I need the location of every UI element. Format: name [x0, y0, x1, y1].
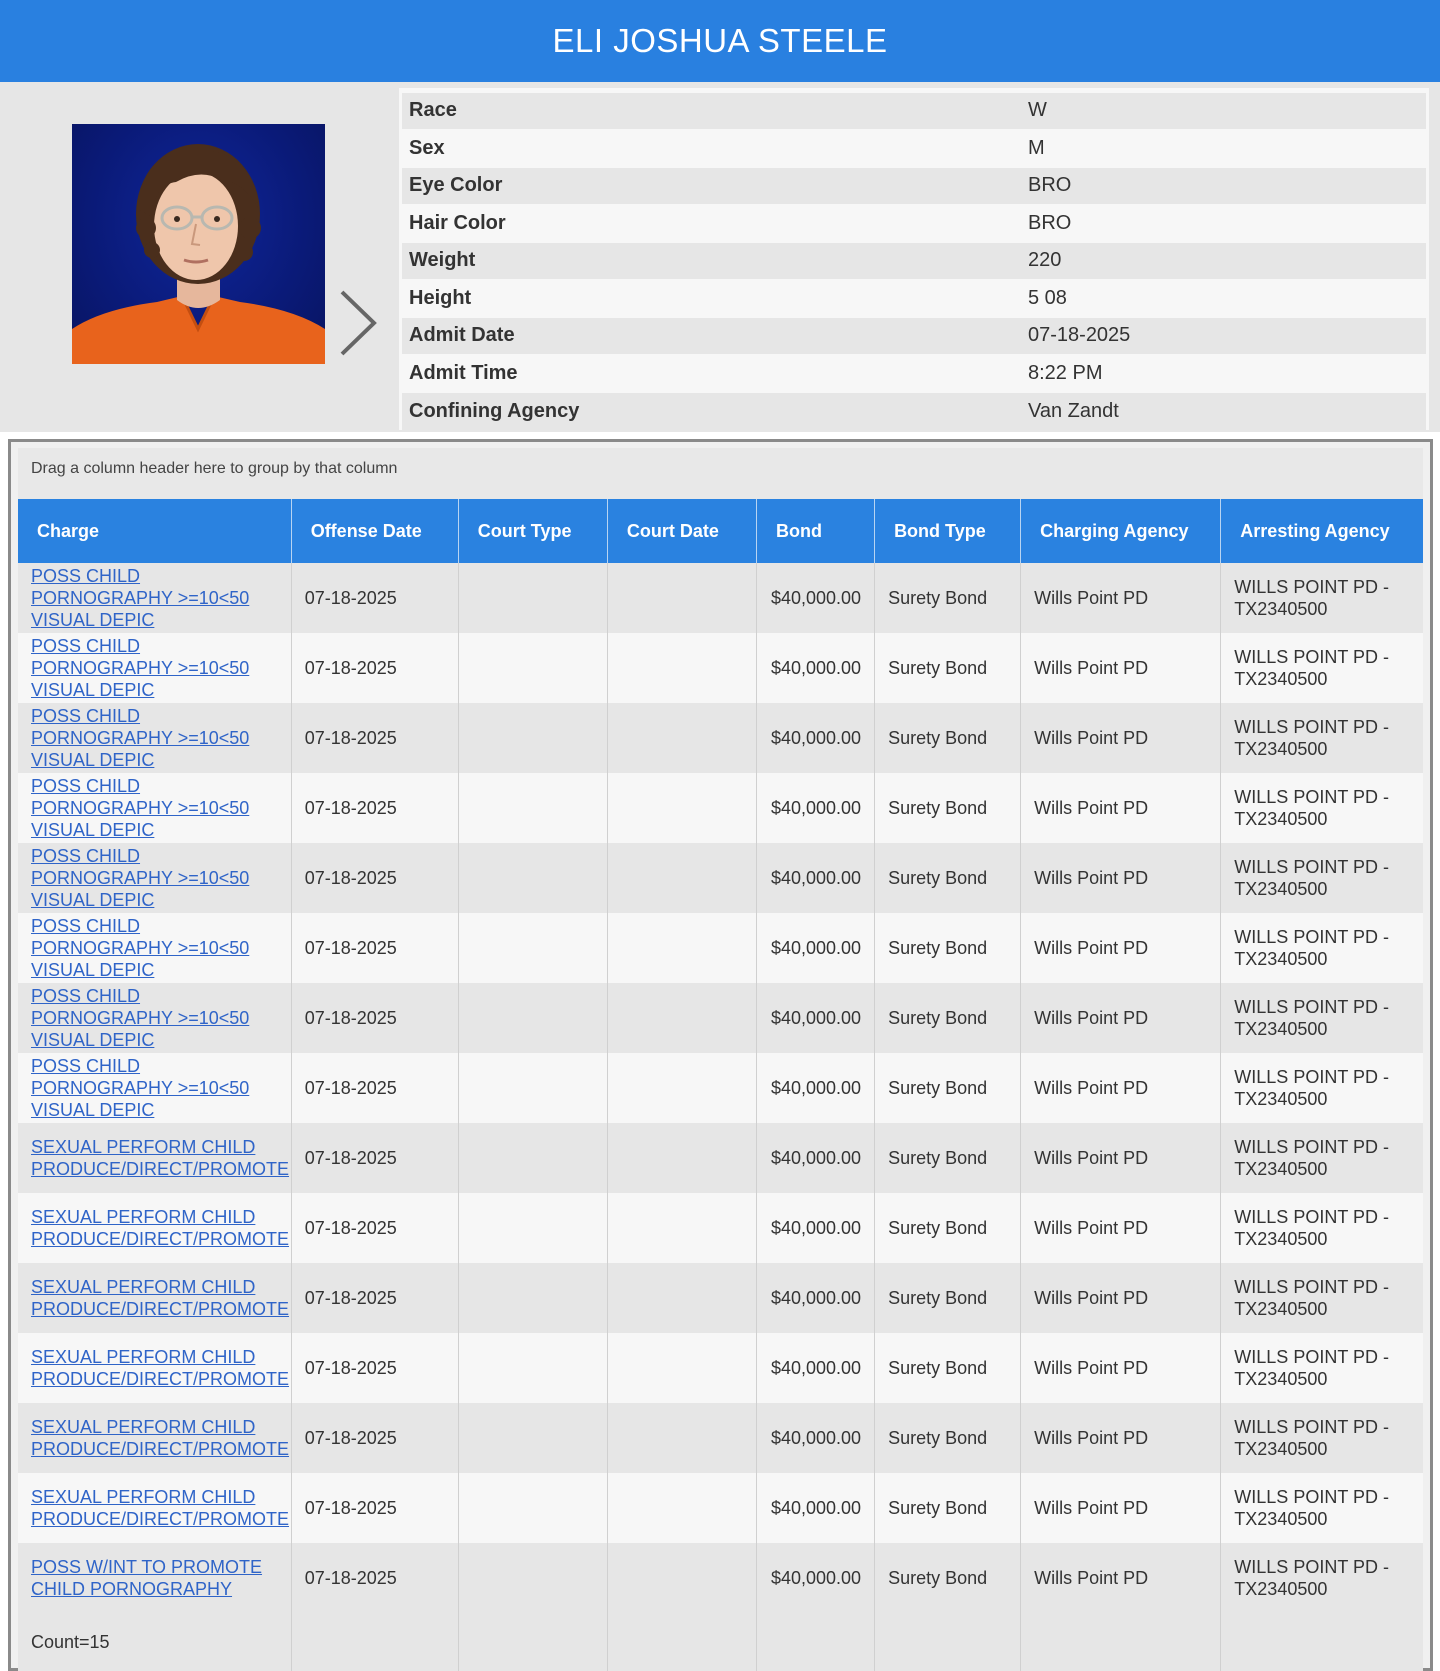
- bond-type-cell: Surety Bond: [875, 563, 1021, 633]
- charging-agency-cell: Wills Point PD: [1021, 1123, 1221, 1193]
- offense-date-cell: 07-18-2025: [291, 1333, 458, 1403]
- court-date-cell: [607, 843, 756, 913]
- inmate-details: [399, 88, 1429, 430]
- arresting-agency-cell: WILLS POINT PD - TX2340500: [1221, 773, 1423, 843]
- bond-type-cell: Surety Bond: [875, 773, 1021, 843]
- charging-agency-cell: Wills Point PD: [1021, 983, 1221, 1053]
- court-date-cell: [607, 563, 756, 633]
- charge-cell: [18, 1333, 291, 1403]
- column-header-arresting-agency[interactable]: Arresting Agency: [1221, 499, 1423, 563]
- bond-cell: $40,000.00: [756, 1333, 874, 1403]
- bond-type-cell: Surety Bond: [875, 1543, 1021, 1613]
- charge-link[interactable]: SEXUAL PERFORM CHILD PRODUCE/DIRECT/PROMOTE: [31, 1487, 290, 1529]
- court-type-cell: [458, 1473, 607, 1543]
- bond-type-cell: Surety Bond: [875, 1193, 1021, 1263]
- header-row: [18, 499, 1423, 563]
- charge-cell: [18, 773, 291, 843]
- court-type-cell: [458, 1263, 607, 1333]
- offense-date-cell: 07-18-2025: [291, 563, 458, 633]
- charging-agency-cell: Wills Point PD: [1021, 1193, 1221, 1263]
- offense-date-cell: 07-18-2025: [291, 633, 458, 703]
- arresting-agency-cell: WILLS POINT PD - TX2340500: [1221, 1473, 1423, 1543]
- bond-cell: $40,000.00: [756, 1543, 874, 1613]
- detail-label: Admit Date: [402, 317, 1021, 355]
- bond-type-cell: Surety Bond: [875, 633, 1021, 703]
- court-type-cell: [458, 633, 607, 703]
- detail-label: Height: [402, 280, 1021, 318]
- arresting-agency-cell: WILLS POINT PD - TX2340500: [1221, 1403, 1423, 1473]
- detail-row-weight: [402, 242, 1426, 280]
- bond-type-cell: Surety Bond: [875, 1263, 1021, 1333]
- table-row: [18, 633, 1423, 703]
- charging-agency-cell: Wills Point PD: [1021, 1543, 1221, 1613]
- inmate-summary: [0, 82, 1440, 432]
- footer-cell: [875, 1613, 1021, 1671]
- offense-date-cell: 07-18-2025: [291, 1123, 458, 1193]
- bond-cell: $40,000.00: [756, 1403, 874, 1473]
- footer-cell: [756, 1613, 874, 1671]
- detail-label: Admit Time: [402, 355, 1021, 393]
- bond-type-cell: Surety Bond: [875, 1123, 1021, 1193]
- bond-type-cell: Surety Bond: [875, 843, 1021, 913]
- offense-date-cell: 07-18-2025: [291, 1263, 458, 1333]
- bond-cell: $40,000.00: [756, 1263, 874, 1333]
- court-type-cell: [458, 1403, 607, 1473]
- detail-label: Confining Agency: [402, 392, 1021, 430]
- table-row: [18, 773, 1423, 843]
- charging-agency-cell: Wills Point PD: [1021, 1403, 1221, 1473]
- detail-row-race: [402, 92, 1426, 130]
- offense-date-cell: 07-18-2025: [291, 1053, 458, 1123]
- court-date-cell: [607, 1333, 756, 1403]
- bond-type-cell: Surety Bond: [875, 983, 1021, 1053]
- charge-link[interactable]: SEXUAL PERFORM CHILD PRODUCE/DIRECT/PROMOTE: [31, 1137, 290, 1179]
- bond-cell: $40,000.00: [756, 633, 874, 703]
- detail-row-admit-date: [402, 317, 1426, 355]
- court-type-cell: [458, 913, 607, 983]
- charging-agency-cell: Wills Point PD: [1021, 773, 1221, 843]
- offense-date-cell: 07-18-2025: [291, 703, 458, 773]
- bond-cell: $40,000.00: [756, 1473, 874, 1543]
- court-type-cell: [458, 1543, 607, 1613]
- arresting-agency-cell: WILLS POINT PD - TX2340500: [1221, 1123, 1423, 1193]
- court-date-cell: [607, 1263, 756, 1333]
- offense-date-cell: 07-18-2025: [291, 1543, 458, 1613]
- arresting-agency-cell: WILLS POINT PD - TX2340500: [1221, 1193, 1423, 1263]
- offense-date-cell: 07-18-2025: [291, 1403, 458, 1473]
- charging-agency-cell: Wills Point PD: [1021, 1053, 1221, 1123]
- court-date-cell: [607, 913, 756, 983]
- offense-date-cell: 07-18-2025: [291, 843, 458, 913]
- table-row: [18, 1263, 1423, 1333]
- court-type-cell: [458, 983, 607, 1053]
- charge-link[interactable]: POSS CHILD PORNOGRAPHY >=10<50 VISUAL DEPIC: [31, 636, 250, 700]
- bond-cell: $40,000.00: [756, 1123, 874, 1193]
- detail-label: Race: [402, 92, 1021, 130]
- arresting-agency-cell: WILLS POINT PD - TX2340500: [1221, 1263, 1423, 1333]
- court-type-cell: [458, 563, 607, 633]
- bond-cell: $40,000.00: [756, 843, 874, 913]
- detail-label: Weight: [402, 242, 1021, 280]
- charge-cell: [18, 983, 291, 1053]
- column-header-charging-agency[interactable]: Charging Agency: [1021, 499, 1221, 563]
- charging-agency-cell: Wills Point PD: [1021, 913, 1221, 983]
- court-date-cell: [607, 773, 756, 843]
- offense-date-cell: 07-18-2025: [291, 913, 458, 983]
- court-type-cell: [458, 843, 607, 913]
- charge-cell: [18, 1123, 291, 1193]
- detail-label: Hair Color: [402, 205, 1021, 243]
- bond-type-cell: Surety Bond: [875, 1053, 1021, 1123]
- bond-cell: $40,000.00: [756, 703, 874, 773]
- chevron-right-icon: [338, 288, 380, 358]
- court-date-cell: [607, 1193, 756, 1263]
- detail-value: BRO: [1021, 205, 1426, 243]
- court-type-cell: [458, 703, 607, 773]
- charge-link[interactable]: SEXUAL PERFORM CHILD PRODUCE/DIRECT/PROMOTE: [31, 1277, 290, 1319]
- bond-type-cell: Surety Bond: [875, 1473, 1021, 1543]
- charge-cell: [18, 1543, 291, 1613]
- column-header-offense-date[interactable]: Offense Date: [291, 499, 458, 563]
- charge-link[interactable]: POSS W/INT TO PROMOTE CHILD PORNOGRAPHY: [31, 1557, 263, 1599]
- table-row: [18, 1123, 1423, 1193]
- detail-row-eye-color: [402, 167, 1426, 205]
- charging-agency-cell: Wills Point PD: [1021, 703, 1221, 773]
- detail-value: W: [1021, 92, 1426, 130]
- detail-value: Van Zandt: [1021, 392, 1426, 430]
- court-date-cell: [607, 1053, 756, 1123]
- detail-value: 5 08: [1021, 280, 1426, 318]
- detail-row-hair-color: [402, 205, 1426, 243]
- charges-table: [18, 499, 1423, 1671]
- arresting-agency-cell: WILLS POINT PD - TX2340500: [1221, 1333, 1423, 1403]
- footer-cell: [1221, 1613, 1423, 1671]
- page-header: [0, 0, 1440, 82]
- bond-type-cell: Surety Bond: [875, 913, 1021, 983]
- bond-type-cell: Surety Bond: [875, 1333, 1021, 1403]
- court-type-cell: [458, 1123, 607, 1193]
- footer-cell: [291, 1613, 458, 1671]
- charge-cell: [18, 1403, 291, 1473]
- offense-date-cell: 07-18-2025: [291, 1473, 458, 1543]
- charge-link[interactable]: SEXUAL PERFORM CHILD PRODUCE/DIRECT/PROMOTE: [31, 1347, 290, 1389]
- footer-cell: [458, 1613, 607, 1671]
- footer-row: [18, 1613, 1423, 1671]
- charging-agency-cell: Wills Point PD: [1021, 843, 1221, 913]
- table-row: [18, 1403, 1423, 1473]
- charge-link[interactable]: POSS CHILD PORNOGRAPHY >=10<50 VISUAL DEPIC: [31, 706, 250, 770]
- table-row: [18, 1193, 1423, 1263]
- column-header-court-type[interactable]: Court Type: [458, 499, 607, 563]
- charge-cell: [18, 913, 291, 983]
- charging-agency-cell: Wills Point PD: [1021, 1333, 1221, 1403]
- bond-cell: $40,000.00: [756, 1053, 874, 1123]
- bond-cell: $40,000.00: [756, 1193, 874, 1263]
- charge-link[interactable]: POSS CHILD PORNOGRAPHY >=10<50 VISUAL DEPIC: [31, 1056, 250, 1120]
- arresting-agency-cell: WILLS POINT PD - TX2340500: [1221, 983, 1423, 1053]
- booking-photo: [72, 124, 325, 364]
- table-row: [18, 1333, 1423, 1403]
- charge-link[interactable]: SEXUAL PERFORM CHILD PRODUCE/DIRECT/PROMOTE: [31, 1207, 290, 1249]
- arresting-agency-cell: WILLS POINT PD - TX2340500: [1221, 563, 1423, 633]
- charge-cell: [18, 563, 291, 633]
- charge-cell: [18, 1193, 291, 1263]
- charge-link[interactable]: POSS CHILD PORNOGRAPHY >=10<50 VISUAL DEPIC: [31, 986, 250, 1050]
- court-type-cell: [458, 773, 607, 843]
- charging-agency-cell: Wills Point PD: [1021, 633, 1221, 703]
- table-row: [18, 983, 1423, 1053]
- photo-area: [0, 82, 394, 432]
- detail-value: 220: [1021, 242, 1426, 280]
- column-header-bond-type[interactable]: Bond Type: [875, 499, 1021, 563]
- court-type-cell: [458, 1333, 607, 1403]
- charge-rows: [18, 563, 1423, 1613]
- arresting-agency-cell: WILLS POINT PD - TX2340500: [1221, 1543, 1423, 1613]
- detail-row-sex: [402, 130, 1426, 168]
- table-row: [18, 563, 1423, 633]
- charge-link[interactable]: SEXUAL PERFORM CHILD PRODUCE/DIRECT/PROMOTE: [31, 1417, 290, 1459]
- table-row: [18, 1053, 1423, 1123]
- court-date-cell: [607, 1403, 756, 1473]
- group-by-panel[interactable]: [18, 448, 1423, 499]
- charge-cell: [18, 1473, 291, 1543]
- group-by-hint: Drag a column header here to group by that column: [31, 460, 398, 477]
- detail-label: Sex: [402, 130, 1021, 168]
- column-header-bond[interactable]: Bond: [756, 499, 874, 563]
- next-photo-button[interactable]: [338, 288, 380, 363]
- court-type-cell: [458, 1193, 607, 1263]
- charge-link[interactable]: POSS CHILD PORNOGRAPHY >=10<50 VISUAL DEPIC: [31, 566, 250, 630]
- arresting-agency-cell: WILLS POINT PD - TX2340500: [1221, 913, 1423, 983]
- table-row: [18, 1543, 1423, 1613]
- table-row: [18, 703, 1423, 773]
- bond-cell: $40,000.00: [756, 773, 874, 843]
- offense-date-cell: 07-18-2025: [291, 983, 458, 1053]
- offense-date-cell: 07-18-2025: [291, 1193, 458, 1263]
- offense-date-cell: 07-18-2025: [291, 773, 458, 843]
- charges-grid: [8, 439, 1433, 1671]
- arresting-agency-cell: WILLS POINT PD - TX2340500: [1221, 1053, 1423, 1123]
- row-count: Count=15: [18, 1613, 291, 1671]
- charge-cell: [18, 1053, 291, 1123]
- bond-cell: $40,000.00: [756, 983, 874, 1053]
- detail-value: 8:22 PM: [1021, 355, 1426, 393]
- court-date-cell: [607, 1123, 756, 1193]
- arresting-agency-cell: WILLS POINT PD - TX2340500: [1221, 843, 1423, 913]
- detail-row-height: [402, 280, 1426, 318]
- footer-cell: [1021, 1613, 1221, 1671]
- table-row: [18, 1473, 1423, 1543]
- court-date-cell: [607, 703, 756, 773]
- detail-row-admit-time: [402, 355, 1426, 393]
- bond-cell: $40,000.00: [756, 563, 874, 633]
- footer-cell: [607, 1613, 756, 1671]
- charge-link[interactable]: POSS CHILD PORNOGRAPHY >=10<50 VISUAL DEPIC: [31, 916, 250, 980]
- detail-value: BRO: [1021, 167, 1426, 205]
- detail-value: M: [1021, 130, 1426, 168]
- table-row: [18, 843, 1423, 913]
- charge-link[interactable]: POSS CHILD PORNOGRAPHY >=10<50 VISUAL DEPIC: [31, 846, 250, 910]
- charge-cell: [18, 843, 291, 913]
- arresting-agency-cell: WILLS POINT PD - TX2340500: [1221, 703, 1423, 773]
- bond-cell: $40,000.00: [756, 913, 874, 983]
- column-header-court-date[interactable]: Court Date: [607, 499, 756, 563]
- charging-agency-cell: Wills Point PD: [1021, 1263, 1221, 1333]
- charge-cell: [18, 1263, 291, 1333]
- court-date-cell: [607, 633, 756, 703]
- bond-type-cell: Surety Bond: [875, 703, 1021, 773]
- charge-link[interactable]: POSS CHILD PORNOGRAPHY >=10<50 VISUAL DEPIC: [31, 776, 250, 840]
- court-date-cell: [607, 983, 756, 1053]
- inmate-name: ELI JOSHUA STEELE: [552, 22, 888, 59]
- court-date-cell: [607, 1543, 756, 1613]
- detail-label: Eye Color: [402, 167, 1021, 205]
- table-row: [18, 913, 1423, 983]
- column-header-charge[interactable]: Charge: [18, 499, 291, 563]
- arresting-agency-cell: WILLS POINT PD - TX2340500: [1221, 633, 1423, 703]
- detail-row-confining-agency: [402, 392, 1426, 430]
- charge-cell: [18, 633, 291, 703]
- charging-agency-cell: Wills Point PD: [1021, 1473, 1221, 1543]
- charge-cell: [18, 703, 291, 773]
- detail-value: 07-18-2025: [1021, 317, 1426, 355]
- charging-agency-cell: Wills Point PD: [1021, 563, 1221, 633]
- court-date-cell: [607, 1473, 756, 1543]
- bond-type-cell: Surety Bond: [875, 1403, 1021, 1473]
- court-type-cell: [458, 1053, 607, 1123]
